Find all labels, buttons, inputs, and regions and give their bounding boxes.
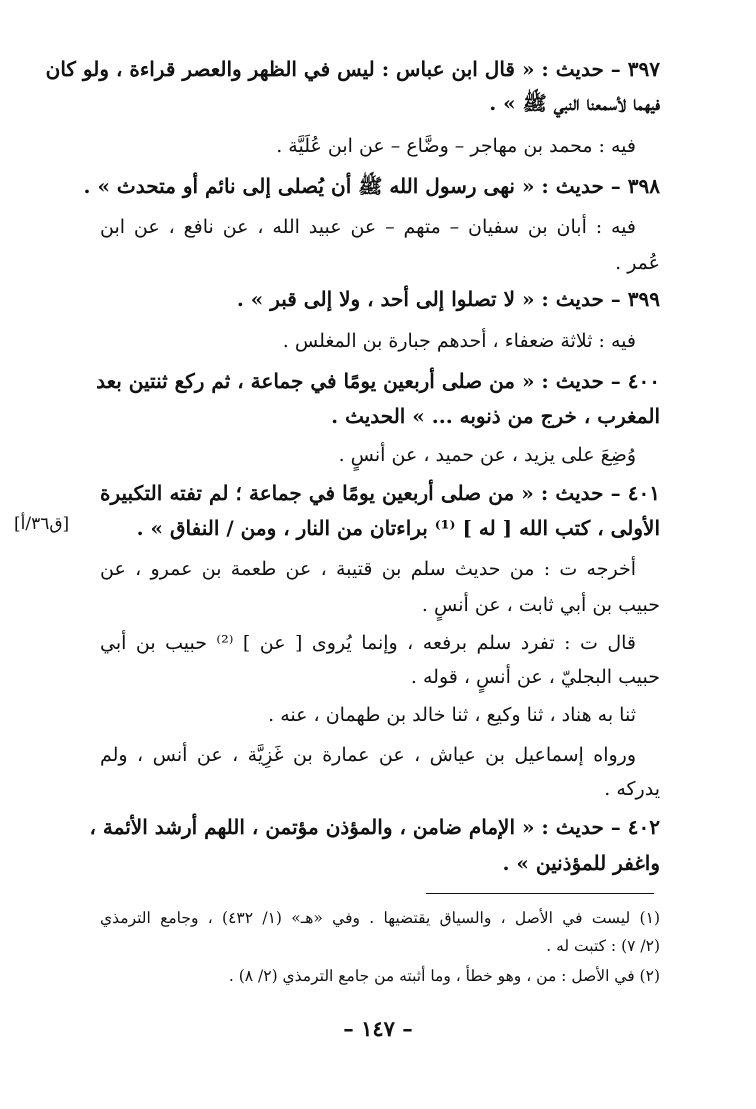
hadith-400-note: وُضِعَ على يزيد ، عن حميد ، عن أنسٍ . (338, 444, 636, 466)
hadith-401-tirmidhi-note: قال ت : تفرد سلم برفعه ، وإنما يُروى [ عن ] ⁽²⁾ حبيب بن أبي (100, 632, 636, 654)
hadith-398-heading: ٣٩٨ – حديث : « نهى رسول الله ﷺ أن يُصلى إلى نائم أو متحدث » . (83, 174, 660, 198)
hadith-401-heading: ٤٠١ – حديث : « من صلى أربعين يومًا في جماعة ؛ لم تفته التكبيرة (100, 481, 660, 505)
hadith-401-other-narration: ورواه إسماعيل بن عياش ، عن عمارة بن غَزِيَّة ، عن أنس ، ولم (100, 744, 636, 766)
footnote-2: (٢) في الأصل : من ، وهو خطأ ، وما أثبته من جامع الترمذي (٢/ ٨) . (228, 967, 660, 985)
hadith-399-heading: ٣٩٩ – حديث : « لا تصلوا إلى أحد ، ولا إلى قبر » . (236, 287, 660, 311)
hadith-398-note-cont: عُمر . (615, 252, 660, 274)
hadith-401-tirmidhi-note-cont: حبيب البجليّ ، عن أنسٍ ، قوله . (410, 666, 660, 688)
hadith-401-other-narration-cont: يدركه . (604, 778, 660, 800)
hadith-401-takhrij-cont: حبيب بن أبي ثابت ، عن أنسٍ . (421, 594, 660, 616)
footnote-1-cont: (٢/ ٧) : كتبت له . (546, 937, 660, 955)
hadith-397-note: فيه : محمد بن مهاجر – وضَّاع – عن ابن عُلَيَّة . (276, 135, 636, 157)
hadith-398-note: فيه : أبان بن سفيان – متهم – عن عبيد الله ، عن نافع ، عن ابن (100, 216, 636, 238)
footnote-separator (426, 893, 654, 894)
hadith-399-note: فيه : ثلاثة ضعفاء ، أحدهم جبارة بن المغلس . (282, 330, 636, 352)
hadith-400-heading-cont: المغرب ، خرج من ذنوبه ... » الحديث . (331, 404, 660, 428)
hadith-401-chain: ثنا به هناد ، ثنا وكيع ، ثنا خالد بن طهمان ، عنه . (268, 704, 636, 726)
hadith-402-heading-cont: واغفر للمؤذنين » . (502, 851, 660, 875)
hadith-397-heading: ٣٩٧ – حديث : « قال ابن عباس : ليس في الظهر والعصر قراءة ، ولو كان (45, 57, 660, 81)
hadith-400-heading: ٤٠٠ – حديث : « من صلى أربعين يومًا في جماعة ، ثم ركع ثنتين بعد (96, 369, 660, 393)
hadith-401-takhrij: أخرجه ت : من حديث سلم بن قتيبة ، عن طعمة بن عمرو ، عن (100, 558, 636, 580)
footnote-1: (١) ليست في الأصل ، والسياق يقتضيها . وفي «هـ» (١/ ٤٣٢) ، وجامع الترمذي (100, 909, 660, 927)
hadith-397-heading-cont: فيهما لأسمعنا النبي ﷺ » . (489, 91, 660, 115)
manuscript-folio-marker: [ق٣٦/أ] (14, 514, 70, 534)
hadith-401-heading-cont: الأولى ، كتب الله [ له ] ⁽¹⁾ براءتان من النار ، ومن / النفاق » . (136, 516, 660, 540)
hadith-402-heading: ٤٠٢ – حديث : « الإمام ضامن ، والمؤذن مؤتمن ، اللهم أرشد الأئمة ، (89, 815, 660, 839)
page-number: – ١٤٧ – (343, 1016, 413, 1041)
